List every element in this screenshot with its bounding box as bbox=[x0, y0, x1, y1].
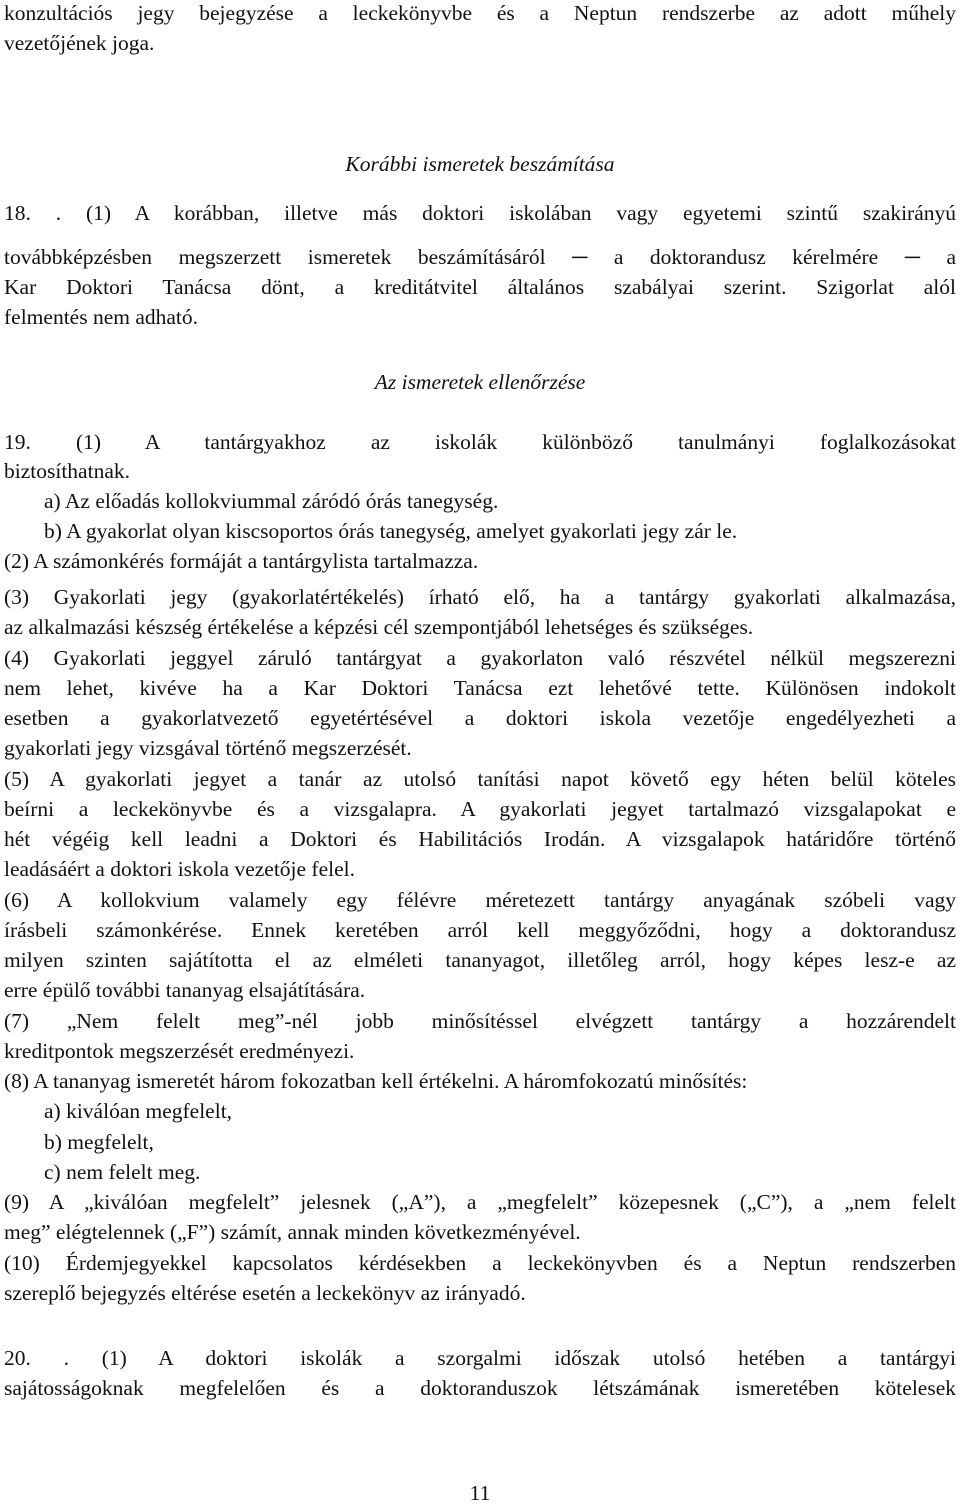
text-line: esetben a gyakorlatvezető egyetértésével a doktori iskola vezetője engedélyezheti a bbox=[4, 706, 956, 730]
text-line: (8) A tananyag ismeretét három fokozatban kell értékelni. A háromfokozatú minősítés: bbox=[4, 1069, 748, 1093]
list-item: b) A gyakorlat olyan kiscsoportos órás tanegység, amelyet gyakorlati jegy zár le. bbox=[44, 519, 738, 543]
text-line: (4) Gyakorlati jeggyel záruló tantárgyat a gyakorlaton való részvétel nélkül megszerezni bbox=[4, 646, 956, 670]
list-item: b) megfelelt, bbox=[44, 1130, 154, 1154]
text-line: Kar Doktori Tanácsa dönt, a kreditátvitel általános szabályai szerint. Szigorlat alól bbox=[4, 275, 956, 299]
text-line: továbbképzésben megszerzett ismeretek beszámításáról ─ a doktorandusz kérelmére ─ a bbox=[4, 245, 956, 269]
list-item: a) Az előadás kollokviummal záródó órás tanegység. bbox=[44, 489, 499, 513]
section-heading: Korábbi ismeretek beszámítása bbox=[345, 152, 615, 176]
section-heading: Az ismeretek ellenőrzése bbox=[374, 370, 586, 394]
text-line: az alkalmazási készség értékelése a képzési cél szempontjából lehetséges és szükséges. bbox=[4, 615, 754, 639]
text-line: (9) A „kiválóan megfelelt” jelesnek („A”), a „megfelelt” közepesnek („C”), a „nem felelt bbox=[4, 1190, 956, 1214]
text-line: (7) „Nem felelt meg”-nél jobb minősítéssel elvégzett tantárgy a hozzárendelt bbox=[4, 1009, 956, 1033]
text-line: (10) Érdemjegyekkel kapcsolatos kérdésekben a leckekönyvben és a Neptun rendszerben bbox=[4, 1251, 956, 1275]
text-line: 19. (1) A tantárgyakhoz az iskolák különböző tanulmányi foglalkozásokat bbox=[4, 430, 956, 454]
text-line: kreditpontok megszerzését eredményezi. bbox=[4, 1039, 355, 1063]
text-line: (5) A gyakorlati jegyet a tanár az utolsó tanítási napot követő egy héten belül köteles bbox=[4, 767, 956, 791]
text-line: nem lehet, kivéve ha a Kar Doktori Tanácsa ezt lehetővé tette. Különösen indokolt bbox=[4, 676, 956, 700]
text-line: vezetőjének joga. bbox=[4, 31, 155, 55]
text-line: (2) A számonkérés formáját a tantárgylista tartalmazza. bbox=[4, 549, 479, 573]
text-line: 18. . (1) A korábban, illetve más doktori iskolában vagy egyetemi szintű szakirányú bbox=[4, 201, 956, 225]
text-line: biztosíthatnak. bbox=[4, 459, 130, 483]
text-line: leadásáért a doktori iskola vezetője felel. bbox=[4, 857, 356, 881]
text-line: beírni a leckekönyvbe és a vizsgalapra. A gyakorlati jegyet tartalmazó vizsgalapokat e bbox=[4, 797, 956, 821]
list-item: c) nem felelt meg. bbox=[44, 1160, 201, 1184]
list-item: a) kiválóan megfelelt, bbox=[44, 1099, 233, 1123]
text-line: konzultációs jegy bejegyzése a leckekönyvbe és a Neptun rendszerbe az adott műhely bbox=[4, 1, 956, 25]
text-line: hét végéig kell leadni a Doktori és Habilitációs Irodán. A vizsgalapok határidőre történő bbox=[4, 827, 956, 851]
text-line: (3) Gyakorlati jegy (gyakorlatértékelés) írható elő, ha a tantárgy gyakorlati alkalmazása, bbox=[4, 585, 956, 609]
text-line: sajátosságoknak megfelelően és a doktoranduszok létszámának ismeretében kötelesek bbox=[4, 1376, 956, 1400]
text-line: milyen szinten sajátította el az elméleti tananyagot, illetőleg arról, hogy képes lesz-e az bbox=[4, 948, 956, 972]
page-number: 11 bbox=[469, 1481, 491, 1505]
text-line: írásbeli számonkérése. Ennek keretében arról kell meggyőződni, hogy a doktorandusz bbox=[4, 918, 956, 942]
text-line: (6) A kollokvium valamely egy félévre méretezett tantárgy anyagának szóbeli vagy bbox=[4, 888, 956, 912]
text-line: szereplő bejegyzés eltérése esetén a leckekönyv az irányadó. bbox=[4, 1281, 526, 1305]
text-line: gyakorlati jegy vizsgával történő megszerzését. bbox=[4, 736, 412, 760]
text-line: felmentés nem adható. bbox=[4, 305, 199, 329]
text-line: 20. . (1) A doktori iskolák a szorgalmi időszak utolsó hetében a tantárgyi bbox=[4, 1346, 956, 1370]
text-line: meg” elégtelennek („F”) számít, annak minden következményével. bbox=[4, 1220, 581, 1244]
text-line: erre épülő további tananyag elsajátítására. bbox=[4, 978, 366, 1002]
